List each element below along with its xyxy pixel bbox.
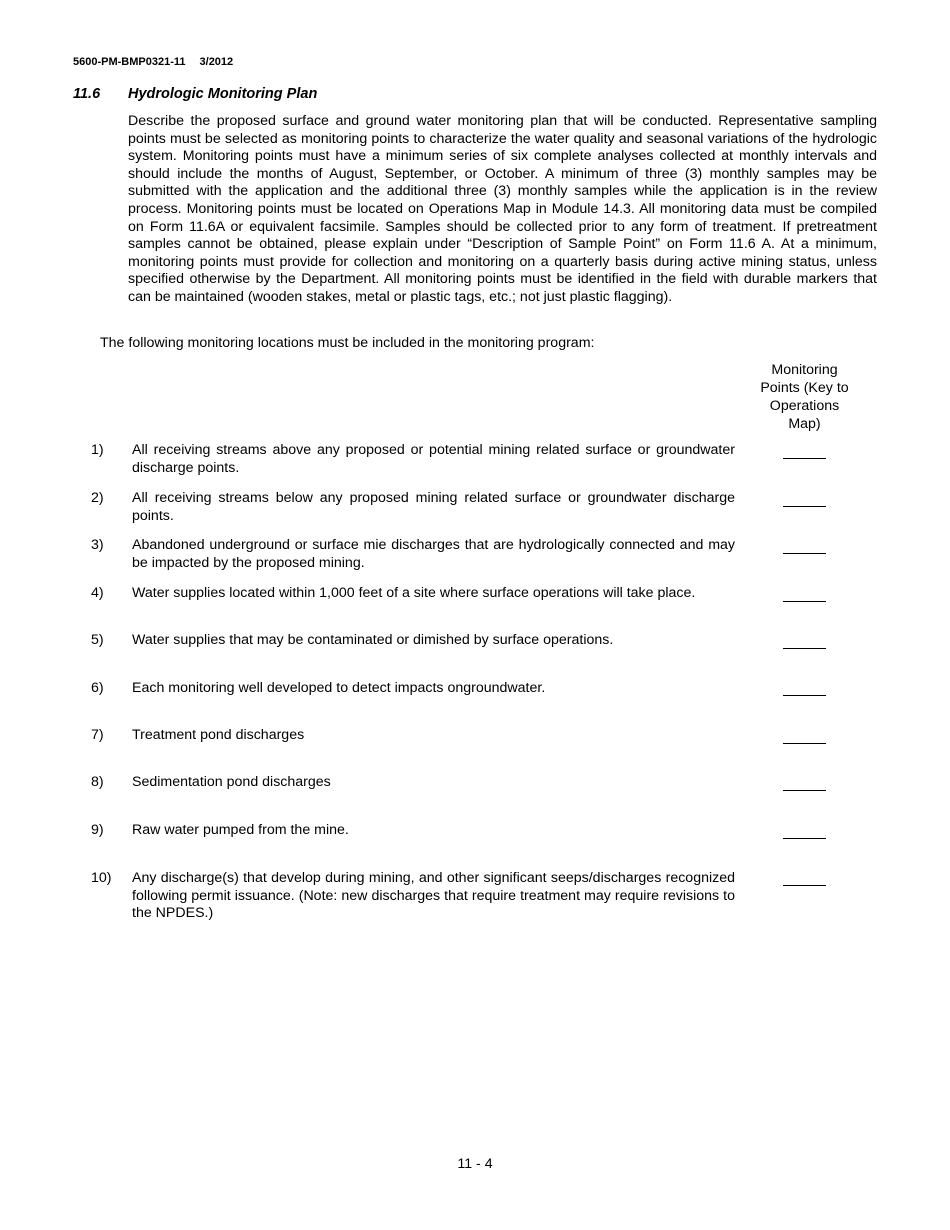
item-text: Water supplies that may be contaminated or dimished by surface operations. <box>132 632 614 648</box>
monitoring-point-entry-line[interactable] <box>783 537 826 554</box>
monitoring-point-entry-line[interactable] <box>783 870 826 886</box>
item-number: 7) <box>91 727 104 743</box>
lead-sentence: The following monitoring locations must be included in the monitoring program: <box>100 335 595 351</box>
monitoring-points-column-header: Monitoring Points (Key to Operations Map) <box>760 362 849 432</box>
item-text: Treatment pond discharges <box>132 727 305 743</box>
intro-paragraph: Describe the proposed surface and ground water monitoring plan that will be conducted. Representative sampling points must be selected as monitoring points to characterize the water quality and seasonal variations of the hydrologic system. Monitoring points must have a minimum series of six complete analyses collected at monthly intervals and should include the months of August, September, or October. A minimum of three (3) monthly samples may be submitted with the application and the additional three (3) monthly samples while the application is in the review process. Monitoring points must be located on Operations Map in Module 14.3. All monitoring data must be compiled on Form 11.6A or equivalent facsimile. Samples should be collected prior to any form of treatment. If pretreatment samples cannot be obtained, please explain under “Description of Sample Point” on Form 11.6 A. At a minimum, monitoring points must provide for collection and monitoring on a quarterly basis during active mining status, unless specified otherwise by the Department. All monitoring points must be identified in the field with durable markers that can be maintained (wooden stakes, metal or plastic tags, etc.; not just plastic flagging). <box>128 113 877 305</box>
item-number: 8) <box>91 774 104 790</box>
monitoring-point-entry-line[interactable] <box>783 680 826 696</box>
item-number: 5) <box>91 632 104 648</box>
monitoring-point-entry-line[interactable] <box>783 490 826 507</box>
monitoring-point-entry-line[interactable] <box>783 822 826 839</box>
item-number: 6) <box>91 680 104 696</box>
monitoring-point-entry-line[interactable] <box>783 774 826 791</box>
item-text: Sedimentation pond discharges <box>132 774 331 790</box>
item-number: 4) <box>91 585 104 601</box>
form-identifier <box>73 56 233 68</box>
item-text: Any discharge(s) that develop during mining, and other significant seeps/discharges recognized following permit issuance. (Note: new discharges that require treatment may require revisions to the NPDES.) <box>132 870 735 922</box>
item-text: Each monitoring well developed to detect impacts ongroundwater. <box>132 680 546 696</box>
item-number: 3) <box>91 537 104 553</box>
section-heading <box>73 86 317 102</box>
item-number: 1) <box>91 442 104 458</box>
item-number: 10) <box>91 870 112 886</box>
monitoring-point-entry-line[interactable] <box>783 442 826 459</box>
page-number: 11 - 4 <box>457 1156 493 1172</box>
item-number: 2) <box>91 490 104 506</box>
item-text: Raw water pumped from the mine. <box>132 822 349 838</box>
monitoring-point-entry-line[interactable] <box>783 585 826 602</box>
item-text: All receiving streams above any proposed or potential mining related surface or groundwater discharge points. <box>132 442 735 476</box>
item-text: All receiving streams below any proposed mining related surface or groundwater discharge points. <box>132 490 735 524</box>
item-text: Abandoned underground or surface mie discharges that are hydrologically connected and may be impacted by the proposed mining. <box>132 537 735 571</box>
section-title: Hydrologic Monitoring Plan <box>128 86 318 102</box>
item-text: Water supplies located within 1,000 feet of a site where surface operations will take place. <box>132 585 696 601</box>
monitoring-point-entry-line[interactable] <box>783 632 826 649</box>
item-number: 9) <box>91 822 104 838</box>
monitoring-point-entry-line[interactable] <box>783 727 826 744</box>
form-number: 5600-PM-BMP0321-11 <box>73 56 186 68</box>
section-number: 11.6 <box>73 86 101 102</box>
form-date: 3/2012 <box>199 56 234 68</box>
